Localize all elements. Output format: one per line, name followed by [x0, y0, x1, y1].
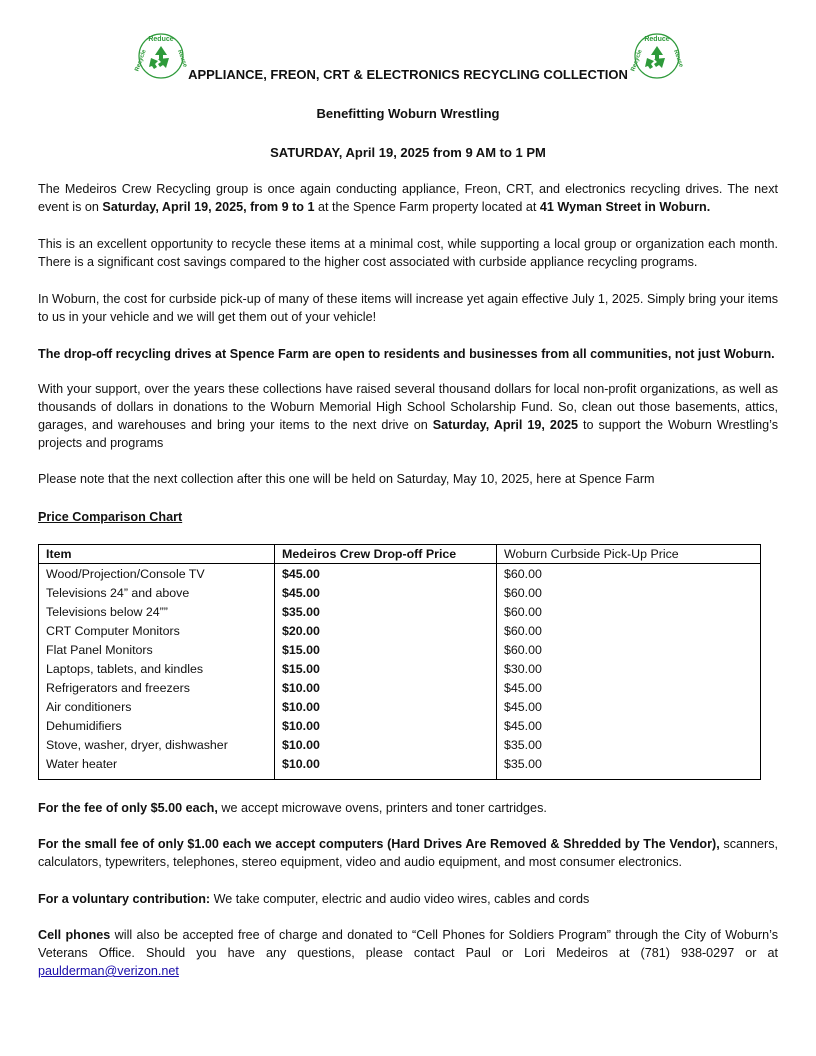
logo-text-left: Recycle [134, 48, 148, 73]
curbside-price-cell: $60.00 [497, 640, 761, 659]
item-cell: Televisions below 24”” [39, 602, 275, 621]
table-row [39, 754, 761, 779]
curbside-price-cell: $35.00 [497, 735, 761, 754]
dropoff-price-cell: $15.00 [275, 659, 497, 678]
table-row [39, 697, 761, 716]
item-cell: CRT Computer Monitors [39, 621, 275, 640]
logo-text-right: Reuse [672, 49, 684, 69]
five-dollar-items-paragraph [38, 799, 778, 817]
dropoff-price-cell: $10.00 [275, 754, 497, 779]
cost-increase-paragraph: In Woburn, the cost for curbside pick-up of many of these items will increase yet again effective July 1, 2025. Simply bring your items to us in your vehicle and we will get them out of your vehicle! [38, 292, 778, 324]
item-cell: Water heater [39, 754, 275, 779]
item-cell: Laptops, tablets, and kindles [39, 659, 275, 678]
cell-phones-bold: Cell phones [38, 928, 111, 942]
support-paragraph [38, 380, 778, 452]
item-cell: Refrigerators and freezers [39, 678, 275, 697]
item-cell: Air conditioners [39, 697, 275, 716]
dropoff-price-cell: $20.00 [275, 621, 497, 640]
table-row [39, 716, 761, 735]
item-cell: Wood/Projection/Console TV [39, 564, 275, 584]
table-header-row [39, 545, 761, 564]
table-row [39, 735, 761, 754]
curbside-price-cell: $60.00 [497, 602, 761, 621]
voluntary-contribution-paragraph [38, 890, 778, 908]
logo-text-right: Reuse [176, 49, 188, 69]
curbside-price-cell: $45.00 [497, 678, 761, 697]
column-header-curbside-price: Woburn Curbside Pick-Up Price [497, 545, 761, 564]
cell-phones-paragraph [38, 926, 778, 980]
price-comparison-table [38, 544, 761, 780]
curbside-price-cell: $60.00 [497, 564, 761, 584]
table-row [39, 678, 761, 697]
item-cell: Flat Panel Monitors [39, 640, 275, 659]
curbside-price-cell: $35.00 [497, 754, 761, 779]
curbside-price-cell: $45.00 [497, 697, 761, 716]
dropoff-price-cell: $10.00 [275, 735, 497, 754]
support-text: With your support, over the years these collections have raised several thousand dollars for local non-profit organizations, as well as thousands of dollars in donations to the Woburn Memorial High School Scholarship Fund. So, clean out those basements, attics, garages, and warehouses and bring your items to the next drive on [38, 382, 778, 432]
dropoff-price-cell: $45.00 [275, 564, 497, 584]
price-chart-title: Price Comparison Chart [38, 510, 183, 524]
table-row [39, 659, 761, 678]
column-header-dropoff-price: Medeiros Crew Drop-off Price [275, 545, 497, 564]
event-date-bold: Saturday, April 19, 2025, from 9 to 1 [102, 200, 315, 214]
item-cell: Televisions 24” and above [39, 583, 275, 602]
next-drive-date-bold: Saturday, April 19, 2025 [432, 418, 578, 432]
curbside-price-cell: $60.00 [497, 621, 761, 640]
logo-text-top: Reduce [644, 36, 670, 43]
table-row [39, 564, 761, 584]
intro-text: The Medeiros Crew Recycling group is once again conducting appliance, Freon, CRT, and electronics recycling drives. The next event is on [38, 182, 778, 214]
page-title: APPLIANCE, FREON, CRT & ELECTRONICS RECYCLING COLLECTION [188, 67, 628, 82]
one-dollar-items-paragraph [38, 835, 778, 871]
item-cell: Stove, washer, dryer, dishwasher [39, 735, 275, 754]
five-dollar-items-text: we accept microwave ovens, printers and toner cartridges. [217, 801, 547, 815]
curbside-price-cell: $45.00 [497, 716, 761, 735]
table-row [39, 640, 761, 659]
dropoff-price-cell: $10.00 [275, 678, 497, 697]
event-date-line: SATURDAY, April 19, 2025 from 9 AM to 1 PM [270, 145, 546, 160]
dropoff-price-cell: $15.00 [275, 640, 497, 659]
next-collection-paragraph: Please note that the next collection after this one will be held on Saturday, May 10, 2025, here at Spence Farm [38, 472, 655, 486]
intro-paragraph [38, 180, 778, 216]
logo-text-left: Recycle [630, 48, 644, 73]
five-dollar-fee-bold: For the fee of only $5.00 each, [38, 801, 218, 815]
item-cell: Dehumidifiers [39, 716, 275, 735]
table-row [39, 621, 761, 640]
dropoff-price-cell: $45.00 [275, 583, 497, 602]
intro-text-cont: at the Spence Farm property located at [314, 200, 540, 214]
page-subtitle: Benefitting Woburn Wrestling [316, 106, 500, 121]
dropoff-price-cell: $35.00 [275, 602, 497, 621]
support-text-cont: to support the Woburn Wrestling’s projects and programs [38, 418, 778, 450]
cell-phones-text: will also be accepted free of charge and donated to “Cell Phones for Soldiers Program” through the City of Woburn’s Veterans Office. Should you have any questions, please contact Paul or Lori Medeiros at (781) 938-0297 or at [38, 928, 779, 960]
open-to-all-paragraph: The drop-off recycling drives at Spence Farm are open to residents and businesses from all communities, not just Woburn. [38, 347, 775, 361]
opportunity-paragraph: This is an excellent opportunity to recycle these items at a minimal cost, while supporting a local group or organization each month. There is a significant cost savings compared to the higher cost associated with curbside appliance recycling programs. [38, 237, 778, 269]
column-header-item: Item [39, 545, 275, 564]
dropoff-price-cell: $10.00 [275, 697, 497, 716]
voluntary-contribution-bold: For a voluntary contribution: [38, 892, 211, 906]
event-address-bold: 41 Wyman Street in Woburn. [539, 200, 711, 214]
curbside-price-cell: $30.00 [497, 659, 761, 678]
logo-text-top: Reduce [148, 36, 174, 43]
curbside-price-cell: $60.00 [497, 583, 761, 602]
contact-email-link[interactable]: paulderman@verizon.net [38, 964, 179, 978]
dropoff-price-cell: $10.00 [275, 716, 497, 735]
one-dollar-fee-bold: For the small fee of only $1.00 each we accept computers (Hard Drives Are Removed & Shredded by The Vendor), [38, 837, 720, 851]
one-dollar-items-text: scanners, calculators, typewriters, telephones, stereo equipment, video and audio equipment, and most consumer electronics. [38, 837, 778, 869]
table-row [39, 583, 761, 602]
table-row [39, 602, 761, 621]
voluntary-contribution-text: We take computer, electric and audio video wires, cables and cords [210, 892, 590, 906]
